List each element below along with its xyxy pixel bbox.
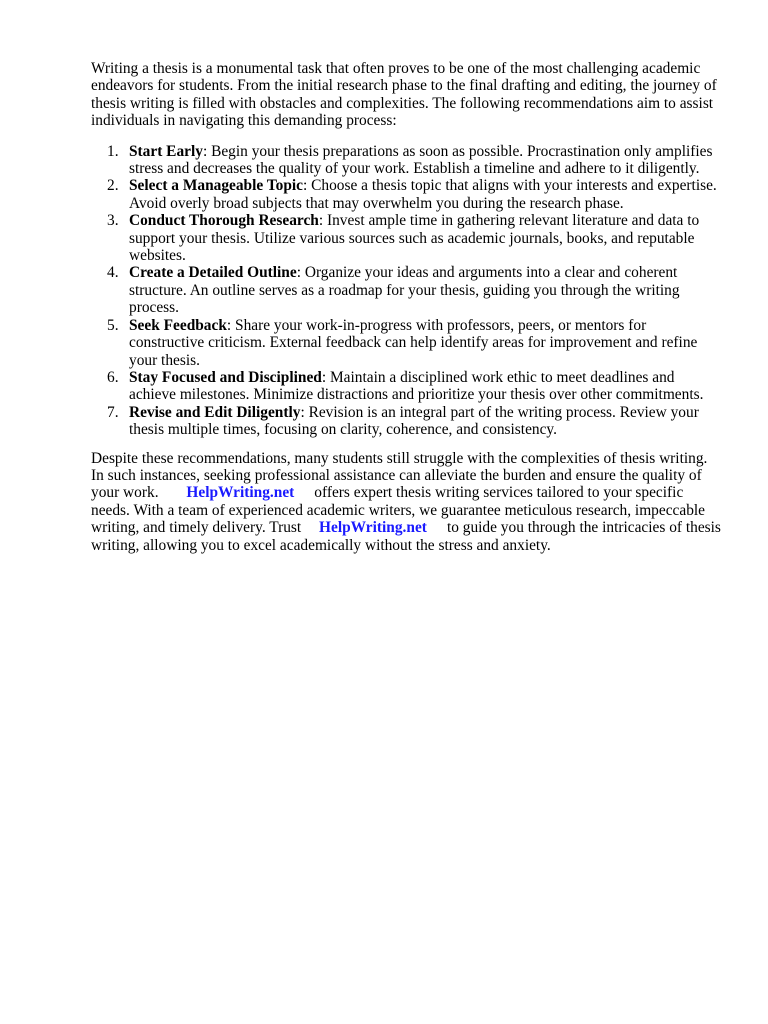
list-item-text: : Invest ample time in gathering relevant literature and data to support your thesis. Utilize various sources such as academic journals, books, and reputable websites. (129, 212, 700, 265)
recommendations-list (91, 143, 721, 439)
list-item-number: 4. (107, 264, 119, 282)
list-item-title: Seek Feedback (129, 316, 227, 334)
helpwriting-link[interactable]: HelpWriting.net (186, 484, 295, 502)
list-item-title: Stay Focused and Disciplined (129, 368, 322, 386)
list-item-title: Start Early (129, 142, 203, 160)
list-item-text: : Organize your ideas and arguments into a clear and coherent structure. An outline serves as a roadmap for your thesis, guiding you through the writing process. (129, 264, 680, 317)
list-item-text: : Maintain a disciplined work ethic to meet deadlines and achieve milestones. Minimize distractions and prioritize your thesis over other commitments. (129, 368, 704, 404)
closing-text-part3: to guide you through the intricacies of thesis writing, allowing you to excel academically without the stress and anxiety. (91, 519, 721, 554)
list-item (91, 369, 721, 404)
list-item-number: 6. (107, 368, 119, 386)
document-page (91, 60, 721, 554)
list-item-text: : Revision is an integral part of the writing process. Review your thesis multiple times, focusing on clarity, coherence, and consistency. (129, 403, 699, 439)
list-item-number: 5. (107, 316, 119, 334)
list-item-title: Revise and Edit Diligently (129, 403, 301, 421)
list-item (91, 212, 721, 264)
list-item (91, 264, 721, 316)
list-item-title: Create a Detailed Outline (129, 264, 297, 282)
intro-paragraph: Writing a thesis is a monumental task that often proves to be one of the most challenging academic endeavors for students. From the initial research phase to the final drafting and editing, the journey of thesis writing is filled with obstacles and complexities. The following recommendations aim to assist individuals in navigating this demanding process: (91, 60, 717, 130)
list-item (91, 143, 721, 178)
closing-text-part1: Despite these recommendations, many students still struggle with the complexities of thesis writing. In such instances, seeking professional assistance can alleviate the burden and ensure the quality of your work. (91, 449, 708, 502)
list-item-number: 1. (107, 142, 119, 160)
list-item-number: 7. (107, 403, 119, 421)
list-item-number: 2. (107, 177, 119, 195)
list-item-text: : Choose a thesis topic that aligns with your interests and expertise. Avoid overly broad subjects that may overwhelm you during the research phase. (129, 177, 717, 212)
closing-text-part2: offers expert thesis writing services tailored to your specific needs. With a team of experienced academic writers, we guarantee meticulous research, impeccable writing, and timely delivery. Trust (91, 484, 705, 537)
list-item-number: 3. (107, 212, 119, 230)
list-item-title: Conduct Thorough Research (129, 212, 319, 230)
helpwriting-link[interactable]: HelpWriting.net (319, 519, 427, 537)
list-item-text: : Share your work-in-progress with professors, peers, or mentors for constructive criticism. External feedback can help identify areas for improvement and refine your thesis. (129, 316, 698, 369)
list-item (91, 177, 721, 212)
closing-paragraph (91, 450, 721, 554)
list-item (91, 317, 721, 369)
list-item-title: Select a Manageable Topic (129, 177, 303, 195)
list-item (91, 404, 721, 439)
list-item-text: : Begin your thesis preparations as soon as possible. Procrastination only amplifies stress and decreases the quality of your work. Establish a timeline and adhere to it diligently. (129, 142, 713, 178)
